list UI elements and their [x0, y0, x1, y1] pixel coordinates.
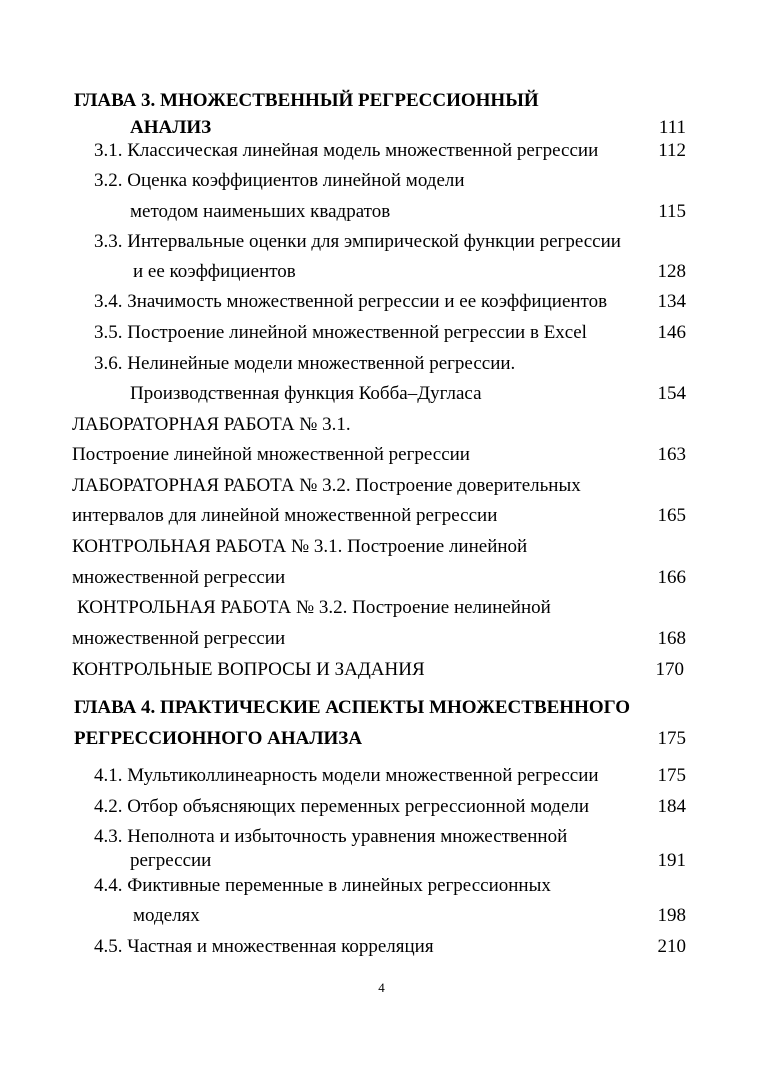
- chapter-4-title-line1: ГЛАВА 4. ПРАКТИЧЕСКИЕ АСПЕКТЫ МНОЖЕСТВЕННОГО: [74, 697, 631, 718]
- control-work-3-1-line1: КОНТРОЛЬНАЯ РАБОТА № 3.1. Построение линейной: [72, 536, 528, 557]
- control-work-3-1-page: 166: [657, 567, 686, 588]
- section-4-3-line2: регрессии: [130, 850, 212, 871]
- section-3-5: 3.5. Построение линейной множественной регрессии в Excel: [94, 322, 587, 343]
- control-work-3-2-page: 168: [657, 628, 686, 649]
- section-3-6-line1: 3.6. Нелинейные модели множественной регрессии.: [94, 353, 516, 374]
- section-4-1: 4.1. Мультиколлинеарность модели множественной регрессии: [94, 765, 599, 786]
- section-4-5-page: 210: [657, 936, 686, 957]
- section-3-6-page: 154: [657, 383, 686, 404]
- section-4-4-page: 198: [657, 905, 686, 926]
- chapter-3-title-line2: АНАЛИЗ: [130, 117, 212, 138]
- section-3-1-page: 112: [658, 140, 686, 161]
- section-3-3-line2: и ее коэффициентов: [133, 261, 296, 282]
- chapter-4-page: 175: [657, 728, 686, 749]
- control-work-3-1-line2: множественной регрессии: [72, 567, 286, 588]
- section-3-3-line1: 3.3. Интервальные оценки для эмпирической функции регрессии: [94, 231, 621, 252]
- section-3-2-line1: 3.2. Оценка коэффициентов линейной модели: [94, 170, 465, 191]
- section-4-2-page: 184: [657, 796, 686, 817]
- lab-3-1-line1: ЛАБОРАТОРНАЯ РАБОТА № 3.1.: [72, 414, 351, 435]
- section-4-3-line1: 4.3. Неполнота и избыточность уравнения множественной: [94, 826, 568, 847]
- section-4-2: 4.2. Отбор объясняющих переменных регрессионной модели: [94, 796, 590, 817]
- section-4-5: 4.5. Частная и множественная корреляция: [94, 936, 434, 957]
- section-4-1-page: 175: [657, 765, 686, 786]
- section-3-6-line2: Производственная функция Кобба–Дугласа: [130, 383, 482, 404]
- section-3-2-page: 115: [658, 201, 686, 222]
- section-4-4-line1: 4.4. Фиктивные переменные в линейных регрессионных: [94, 875, 551, 896]
- lab-3-1-page: 163: [657, 444, 686, 465]
- section-3-4-page: 134: [657, 291, 686, 312]
- section-4-3-page: 191: [657, 850, 686, 871]
- lab-3-2-line1: ЛАБОРАТОРНАЯ РАБОТА № 3.2. Построение доверительных: [72, 475, 581, 496]
- chapter-4-title-line2: РЕГРЕССИОННОГО АНАЛИЗА: [74, 728, 363, 749]
- section-3-5-page: 146: [657, 322, 686, 343]
- page-number: 4: [378, 980, 385, 995]
- control-work-3-2-line1: КОНТРОЛЬНАЯ РАБОТА № 3.2. Построение нелинейной: [77, 597, 551, 618]
- chapter-3-title-line1: ГЛАВА 3. МНОЖЕСТВЕННЫЙ РЕГРЕССИОННЫЙ: [74, 90, 539, 111]
- chapter-3-page: 111: [658, 117, 686, 138]
- questions-3: КОНТРОЛЬНЫЕ ВОПРОСЫ И ЗАДАНИЯ: [72, 659, 425, 680]
- section-3-3-page: 128: [657, 261, 686, 282]
- section-3-2-line2: методом наименьших квадратов: [130, 201, 391, 222]
- questions-3-page: 170: [655, 659, 684, 680]
- lab-3-2-page: 165: [657, 505, 686, 526]
- section-4-4-line2: моделях: [133, 905, 200, 926]
- lab-3-1-line2: Построение линейной множественной регрессии: [72, 444, 470, 465]
- control-work-3-2-line2: множественной регрессии: [72, 628, 286, 649]
- section-3-1: 3.1. Классическая линейная модель множественной регрессии: [94, 140, 599, 161]
- section-3-4: 3.4. Значимость множественной регрессии и ее коэффициентов: [94, 291, 608, 312]
- lab-3-2-line2: интервалов для линейной множественной регрессии: [72, 505, 498, 526]
